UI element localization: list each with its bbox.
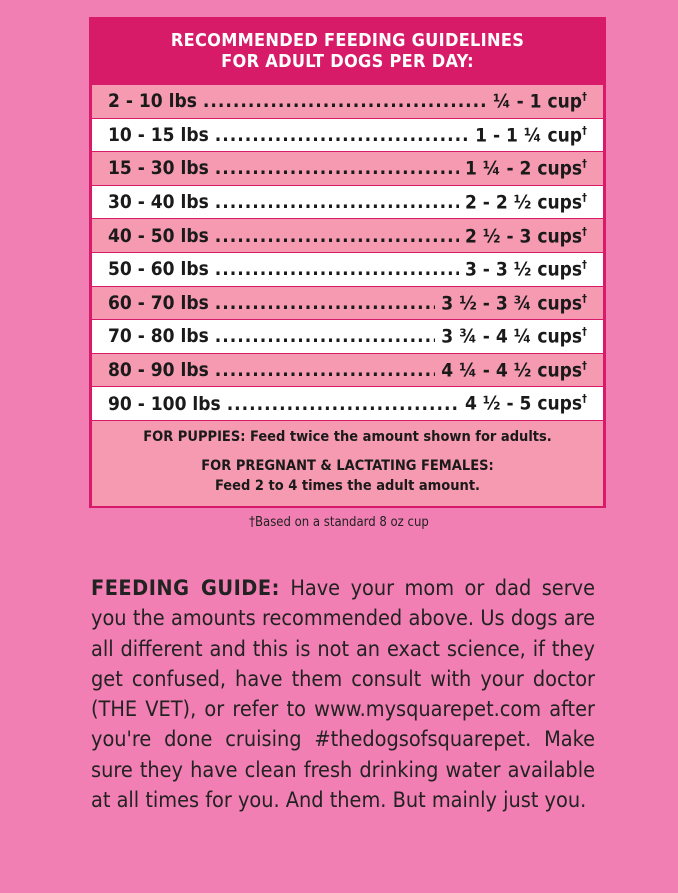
pregnant-note-line2: Feed 2 to 4 times the adult amount. xyxy=(214,477,481,494)
table-title-line2: FOR ADULT DOGS PER DAY: xyxy=(221,51,474,72)
table-row xyxy=(92,286,603,320)
dagger-mark: † xyxy=(582,123,587,137)
dagger-mark: † xyxy=(582,224,587,238)
puppies-note: FOR PUPPIES: Feed twice the amount shown for adults. xyxy=(143,428,552,445)
row-amount xyxy=(493,90,587,112)
dagger-mark: † xyxy=(582,90,587,104)
row-weight: 80 - 90 lbs xyxy=(108,359,209,382)
row-amount xyxy=(465,191,587,213)
dagger-mark: † xyxy=(582,190,587,204)
row-leader-dots xyxy=(203,90,487,112)
dagger-mark: † xyxy=(582,258,587,272)
row-weight: 15 - 30 lbs xyxy=(108,157,209,180)
feeding-guide-label: FEEDING GUIDE: xyxy=(91,576,280,601)
dagger-mark: † xyxy=(582,291,587,305)
row-weight: 30 - 40 lbs xyxy=(108,191,209,214)
row-weight: 90 - 100 lbs xyxy=(108,392,221,415)
table-row xyxy=(92,386,603,420)
row-leader-dots xyxy=(215,124,469,146)
dagger-mark: † xyxy=(582,392,587,406)
table-row xyxy=(92,151,603,185)
dagger-mark: † xyxy=(582,325,587,339)
row-weight: 60 - 70 lbs xyxy=(108,291,209,314)
row-amount xyxy=(465,157,587,179)
row-amount xyxy=(441,292,587,314)
table-header xyxy=(92,20,603,84)
row-amount-text: 3 ½ - 3 ¾ cups xyxy=(441,292,583,315)
row-amount-text: ¼ - 1 cup xyxy=(492,90,583,113)
row-leader-dots xyxy=(227,393,459,415)
dagger-mark: † xyxy=(582,157,587,171)
table-row xyxy=(92,84,603,118)
row-weight: 10 - 15 lbs xyxy=(108,123,209,146)
table-row xyxy=(92,118,603,152)
table-row xyxy=(92,319,603,353)
row-amount xyxy=(465,392,587,414)
row-leader-dots xyxy=(215,359,436,381)
table-row xyxy=(92,353,603,387)
row-amount-text: 1 ¼ - 2 cups xyxy=(464,157,583,180)
row-leader-dots xyxy=(215,325,436,347)
row-leader-dots xyxy=(215,191,459,213)
footnote: †Based on a standard 8 oz cup xyxy=(249,515,429,530)
row-leader-dots xyxy=(215,258,459,280)
row-amount-text: 4 ¼ - 4 ½ cups xyxy=(441,359,583,382)
feeding-guide xyxy=(91,574,595,816)
table-row xyxy=(92,185,603,219)
row-amount-text: 1 - 1 ¼ cup xyxy=(475,124,583,147)
row-amount-text: 2 ½ - 3 cups xyxy=(464,224,583,247)
row-leader-dots xyxy=(215,157,459,179)
pregnant-note-line1: FOR PREGNANT & LACTATING FEMALES: xyxy=(201,457,494,474)
row-leader-dots xyxy=(215,225,459,247)
row-amount-text: 3 ¾ - 4 ¼ cups xyxy=(441,325,583,348)
row-amount-text: 2 - 2 ½ cups xyxy=(464,191,583,214)
row-amount xyxy=(475,124,587,146)
row-amount xyxy=(441,359,587,381)
row-amount xyxy=(465,225,587,247)
table-row xyxy=(92,218,603,252)
feeding-guide-text: Have your mom or dad serve you the amounts recommended above. Us dogs are all different and this is not an exact science, if they get confused, have them consult with your doctor (THE VET), or refer to www.mysquarepet.com after you're done cruising #thedogsofsquarepet. Make sure they have clean fresh drinking water available at all times for you. And them. But mainly just you. xyxy=(91,576,595,814)
feeding-table xyxy=(89,17,606,508)
row-weight: 70 - 80 lbs xyxy=(108,325,209,348)
row-amount-text: 4 ½ - 5 cups xyxy=(464,392,583,415)
row-amount xyxy=(441,325,587,347)
table-title-line1: RECOMMENDED FEEDING GUIDELINES xyxy=(170,30,525,51)
row-weight: 40 - 50 lbs xyxy=(108,224,209,247)
row-leader-dots xyxy=(215,292,436,314)
row-amount-text: 3 - 3 ½ cups xyxy=(464,258,583,281)
table-row xyxy=(92,252,603,286)
row-amount xyxy=(465,258,587,280)
table-footer xyxy=(92,420,603,506)
dagger-mark: † xyxy=(582,358,587,372)
row-weight: 2 - 10 lbs xyxy=(108,90,197,113)
row-weight: 50 - 60 lbs xyxy=(108,258,209,281)
